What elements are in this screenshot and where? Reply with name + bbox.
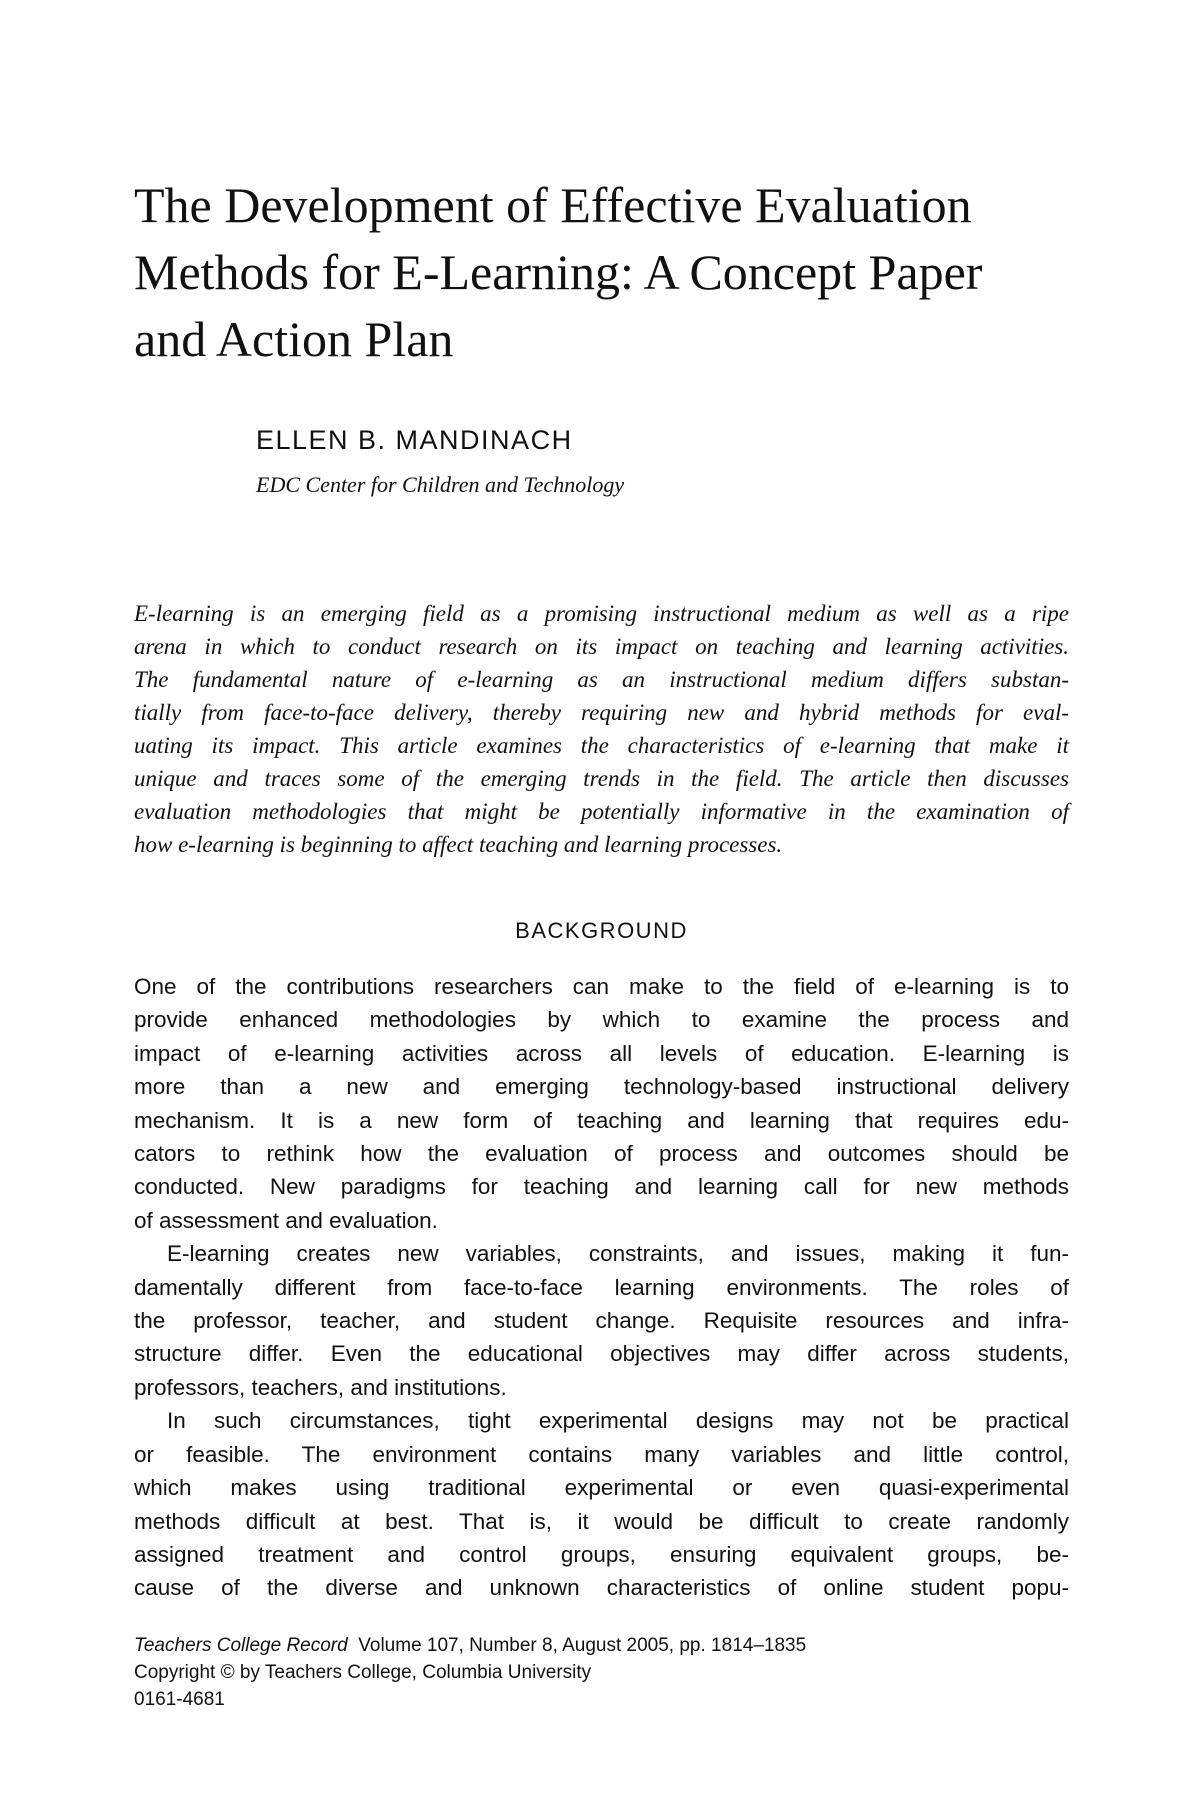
- body-line: provide enhanced methodologies by which to examine the process and: [134, 1007, 1069, 1033]
- abstract-line: unique and traces some of the emerging trends in the field. The article then discusses: [134, 766, 1069, 791]
- body-line: or feasible. The environment contains many variables and little control,: [134, 1441, 1069, 1467]
- body-line: damentally different from face-to-face learning environments. The roles of: [134, 1274, 1069, 1300]
- body-line: more than a new and emerging technology-based instructional delivery: [134, 1074, 1069, 1100]
- body-line: E-learning creates new variables, constraints, and issues, making it fun-: [167, 1241, 1069, 1267]
- body-line: methods difficult at best. That is, it would be difficult to create randomly: [134, 1508, 1069, 1534]
- body-line: structure differ. Even the educational objectives may differ across students,: [134, 1341, 1069, 1367]
- abstract-line: how e-learning is beginning to affect teaching and learning processes.: [134, 832, 783, 857]
- publication-footer: [134, 1632, 806, 1713]
- body-line: assigned treatment and control groups, ensuring equivalent groups, be-: [134, 1541, 1069, 1567]
- body-line: conducted. New paradigms for teaching and learning call for new methods: [134, 1174, 1069, 1200]
- section-heading: BACKGROUND: [515, 918, 688, 943]
- abstract-line: tially from face-to-face delivery, thereby requiring new and hybrid methods for eval-: [134, 700, 1069, 725]
- body-line: One of the contributions researchers can make to the field of e-learning is to: [134, 974, 1069, 999]
- citation-line: [134, 1632, 806, 1659]
- body-line: the professor, teacher, and student change. Requisite resources and infra-: [134, 1308, 1069, 1334]
- body-line: cause of the diverse and unknown characteristics of online student popu-: [134, 1575, 1069, 1601]
- body-text: [134, 970, 1069, 1605]
- body-line: professors, teachers, and institutions.: [134, 1374, 507, 1400]
- abstract: [134, 597, 1069, 861]
- issn: 0161-4681: [134, 1689, 225, 1710]
- body-line: which makes using traditional experimental or even quasi-experimental: [134, 1475, 1069, 1501]
- title-line: The Development of Effective Evaluation: [134, 177, 972, 233]
- copyright-line: Copyright © by Teachers College, Columbia University: [134, 1662, 592, 1683]
- title-line: Methods for E-Learning: A Concept Paper: [134, 244, 983, 300]
- body-line: mechanism. It is a new form of teaching and learning that requires edu-: [134, 1107, 1069, 1133]
- body-line: cators to rethink how the evaluation of process and outcomes should be: [134, 1141, 1069, 1167]
- author-name: ELLEN B. MANDINACH: [256, 425, 573, 455]
- title-line: and Action Plan: [134, 311, 454, 367]
- abstract-line: E-learning is an emerging field as a promising instructional medium as well as a ripe: [134, 601, 1069, 626]
- abstract-line: uating its impact. This article examines the characteristics of e-learning that make it: [134, 733, 1069, 758]
- article-title: [134, 172, 1094, 373]
- author-affiliation: EDC Center for Children and Technology: [256, 472, 625, 497]
- abstract-line: The fundamental nature of e-learning as an instructional medium differs substan-: [134, 667, 1069, 692]
- journal-name: Teachers College Record: [134, 1635, 348, 1656]
- abstract-line: arena in which to conduct research on its impact on teaching and learning activities.: [134, 634, 1069, 659]
- body-line: In such circumstances, tight experimental designs may not be practical: [167, 1408, 1069, 1434]
- abstract-line: evaluation methodologies that might be potentially informative in the examination of: [134, 799, 1069, 824]
- citation-details: Volume 107, Number 8, August 2005, pp. 1814–1835: [358, 1635, 807, 1656]
- body-line: of assessment and evaluation.: [134, 1207, 438, 1233]
- body-line: impact of e-learning activities across all levels of education. E-learning is: [134, 1040, 1069, 1066]
